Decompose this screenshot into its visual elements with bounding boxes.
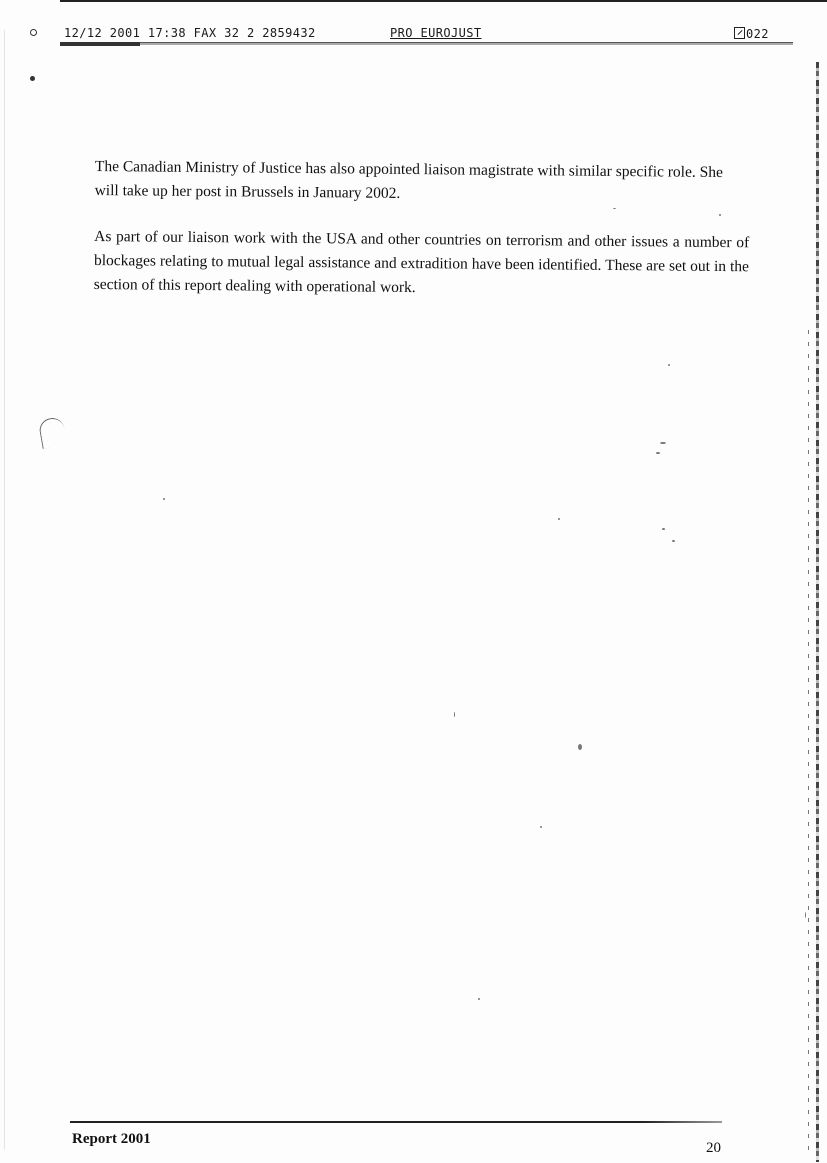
footer-report-title: Report 2001 bbox=[72, 1131, 151, 1147]
punch-hole-mark-icon bbox=[38, 416, 68, 449]
fax-hole-mark-icon bbox=[30, 29, 37, 36]
fax-datetime-line: 12/12 2001 17:38 FAX 32 2 2859432 bbox=[64, 26, 316, 40]
paragraph-liaison-work: As part of our liaison work with the USA and other countries on terrorism and other issues a number of blockages relating to mutual legal assistance and extradition have been identified. These are set out in the section of this report dealing with operational work. bbox=[93, 227, 750, 297]
footer-rule bbox=[70, 1121, 722, 1123]
scan-speck bbox=[540, 826, 542, 828]
fax-sender: PRO EUROJUST bbox=[390, 26, 482, 40]
scan-speck bbox=[719, 214, 721, 216]
scan-speck bbox=[478, 998, 480, 1000]
scan-speck bbox=[30, 76, 35, 81]
fax-header-rule bbox=[60, 42, 793, 45]
scan-right-edge-secondary bbox=[808, 330, 809, 1150]
fax-header-rule-thick bbox=[60, 42, 140, 46]
scan-speck bbox=[613, 208, 616, 209]
scan-right-edge bbox=[816, 62, 819, 1162]
scan-speck bbox=[662, 528, 665, 530]
scan-speck bbox=[660, 442, 666, 444]
scan-speck bbox=[558, 518, 560, 520]
scan-speck bbox=[578, 744, 582, 750]
scan-speck bbox=[805, 912, 806, 918]
page-left-edge bbox=[4, 30, 5, 1150]
scan-speck bbox=[454, 712, 455, 717]
page-top-edge bbox=[60, 0, 827, 2]
fax-page-number: 022 bbox=[746, 27, 769, 41]
scan-speck bbox=[672, 540, 675, 542]
scan-speck bbox=[668, 364, 670, 366]
paragraph-canadian-liaison: The Canadian Ministry of Justice has also appointed liaison magistrate with similar specific role. She will take up her post in Brussels in January 2002. bbox=[94, 157, 723, 202]
scan-speck bbox=[656, 452, 660, 454]
footer-page-number: 20 bbox=[706, 1140, 721, 1156]
fax-page-indicator bbox=[734, 26, 769, 41]
report-body bbox=[93, 155, 750, 325]
scan-speck bbox=[163, 498, 165, 500]
fax-page-box-icon bbox=[734, 27, 745, 39]
